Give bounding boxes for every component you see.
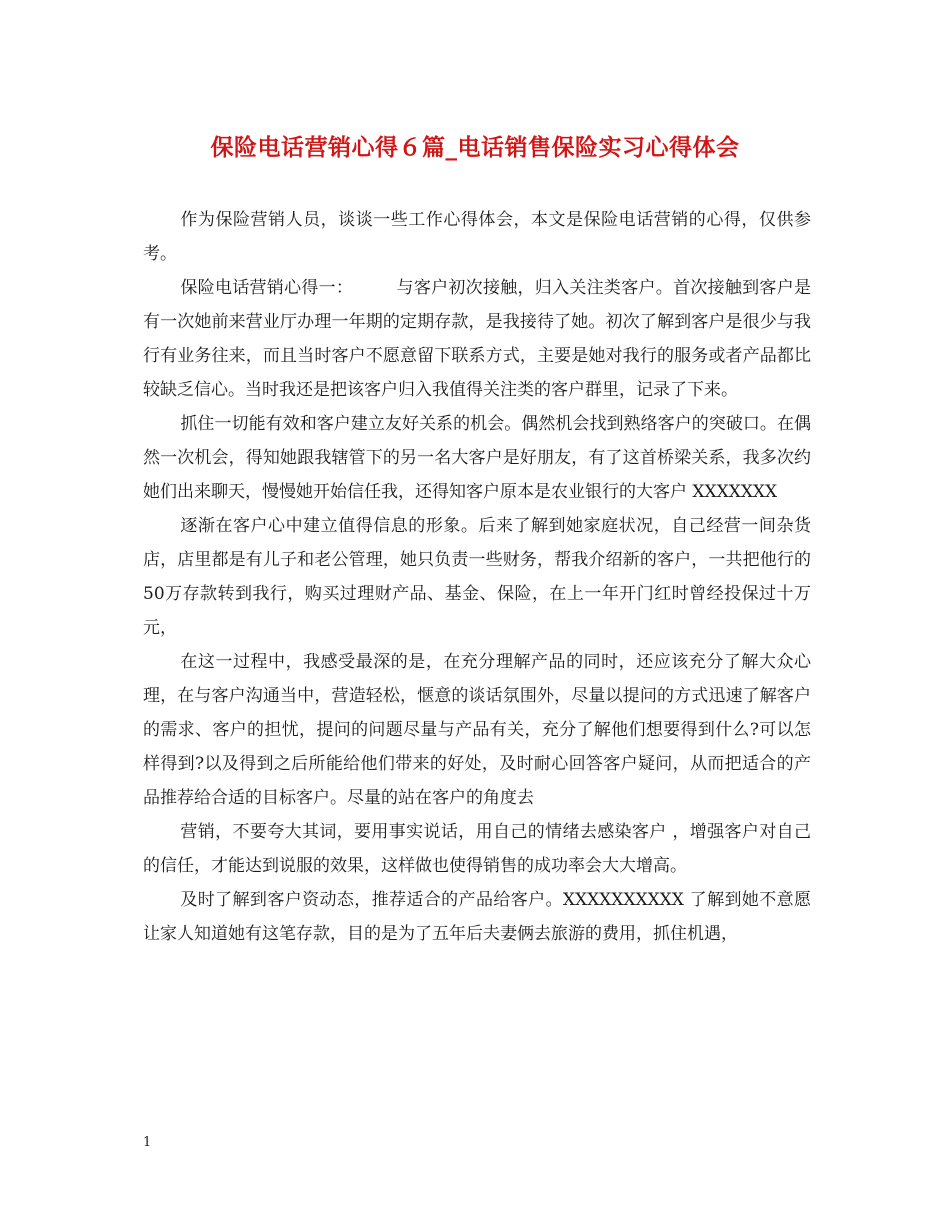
page-number: 1 <box>143 1135 152 1150</box>
page-title: 保险电话营销心得６篇_电话销售保险实习心得体会 <box>210 135 740 161</box>
document-body <box>143 203 811 951</box>
paragraph-build-trust: 逐渐在客户心中建立值得信息的形象。后来了解到她家庭状况，自己经营一间杂货店，店里都是有儿子和老公管理，她只负责一些财务，帮我介绍新的客户，一共把他行的50万存款转到我行，购买过理财产品、基金、保险，在上一年开门红时曾经投保过十万元， <box>143 516 811 638</box>
paragraph-customer-dynamics: 及时了解到客户资动态，推荐适合的产品给客户。XXXXXXXXXX 了解到她不意愿让家人知道她有这笔存款，目的是为了五年后夫妻俩去旅游的费用，抓住机遇， <box>143 890 811 944</box>
paragraph-build-relationship: 抓住一切能有效和客户建立友好关系的机会。偶然机会找到熟络客户的突破口。在偶然一次机会，得知她跟我辖管下的另一名大客户是好朋友，有了这首桥梁关系，我多次约她们出来聊天，慢慢她开始信任我，还得知客户原本是农业银行的大客户 XXXXXXX <box>143 414 811 502</box>
paragraph-experience-one: 保险电话营销心得一： 与客户初次接触，归入关注类客户。首次接触到客户是有一次她前来营业厅办理一年期的定期存款，是我接待了她。初次了解到客户是很少与我行有业务往来，而且当时客户不愿意留下联系方式，主要是她对我行的服务或者产品都比较缺乏信心。当时我还是把该客户归入我值得关注类的客户群里，记录了下来。 <box>143 278 811 400</box>
paragraph-marketing-facts: 营销，不要夸大其词，要用事实说话，用自己的情绪去感染客户 ，增强客户对自己的信任，才能达到说服的效果，这样做也使得销售的成功率会大大增高。 <box>143 822 811 876</box>
paragraph-intro: 作为保险营销人员，谈谈一些工作心得体会，本文是保险电话营销的心得，仅供参考。 <box>143 210 811 264</box>
paragraph-deepest-feeling: 在这一过程中，我感受最深的是，在充分理解产品的同时，还应该充分了解大众心理，在与客户沟通当中，营造轻松，惬意的谈话氛围外，尽量以提问的方式迅速了解客户的需求、客户的担忧，提问的问题尽量与产品有关，充分了解他们想要得到什么?可以怎样得到?以及得到之后所能给他们带来的好处，及时耐心回答客户疑问，从而把适合的产品推荐给合适的目标客户。尽量的站在客户的角度去 <box>143 652 811 808</box>
